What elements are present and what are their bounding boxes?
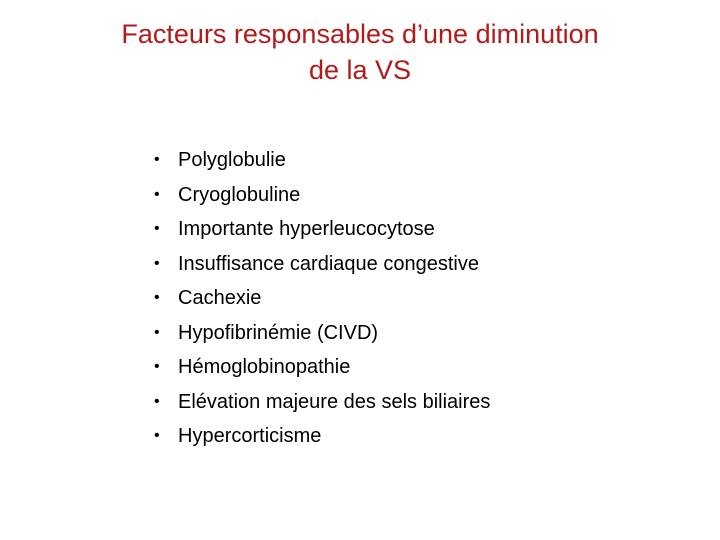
list-item <box>154 212 490 247</box>
list-item-text: Hypercorticisme <box>178 425 322 447</box>
bullet-icon: • <box>154 392 160 410</box>
title-line-2: de la VS <box>308 55 412 85</box>
list-item <box>154 247 490 282</box>
slide-title <box>40 16 680 88</box>
bullet-list <box>154 143 490 454</box>
list-item-text: Elévation majeure des sels biliaires <box>178 390 491 413</box>
bullet-icon: • <box>154 323 160 341</box>
list-item-text: Cachexie <box>178 287 262 309</box>
list-item <box>154 350 490 385</box>
bullet-icon: • <box>154 427 160 444</box>
list-item-text: Hypofibrinémie (CIVD) <box>178 321 379 344</box>
bullet-icon: • <box>154 254 160 272</box>
title-line-1: Facteurs responsables d’une diminution <box>121 19 599 49</box>
list-item <box>154 385 490 420</box>
bullet-icon: • <box>154 185 160 203</box>
list-item-text: Importante hyperleucocytose <box>178 218 435 240</box>
list-item <box>154 281 490 316</box>
list-item <box>154 178 490 213</box>
list-item-text: Cryoglobuline <box>178 183 301 206</box>
list-item-text: Hémoglobinopathie <box>178 356 351 378</box>
list-item-text: Insuffisance cardiaque congestive <box>178 252 479 275</box>
bullet-icon: • <box>154 151 160 168</box>
list-item <box>154 316 490 351</box>
list-item <box>154 143 490 178</box>
list-item-text: Polyglobulie <box>178 149 286 171</box>
bullet-icon: • <box>154 358 160 375</box>
bullet-icon: • <box>154 289 160 306</box>
bullet-icon: • <box>154 220 160 237</box>
list-item <box>154 419 490 454</box>
